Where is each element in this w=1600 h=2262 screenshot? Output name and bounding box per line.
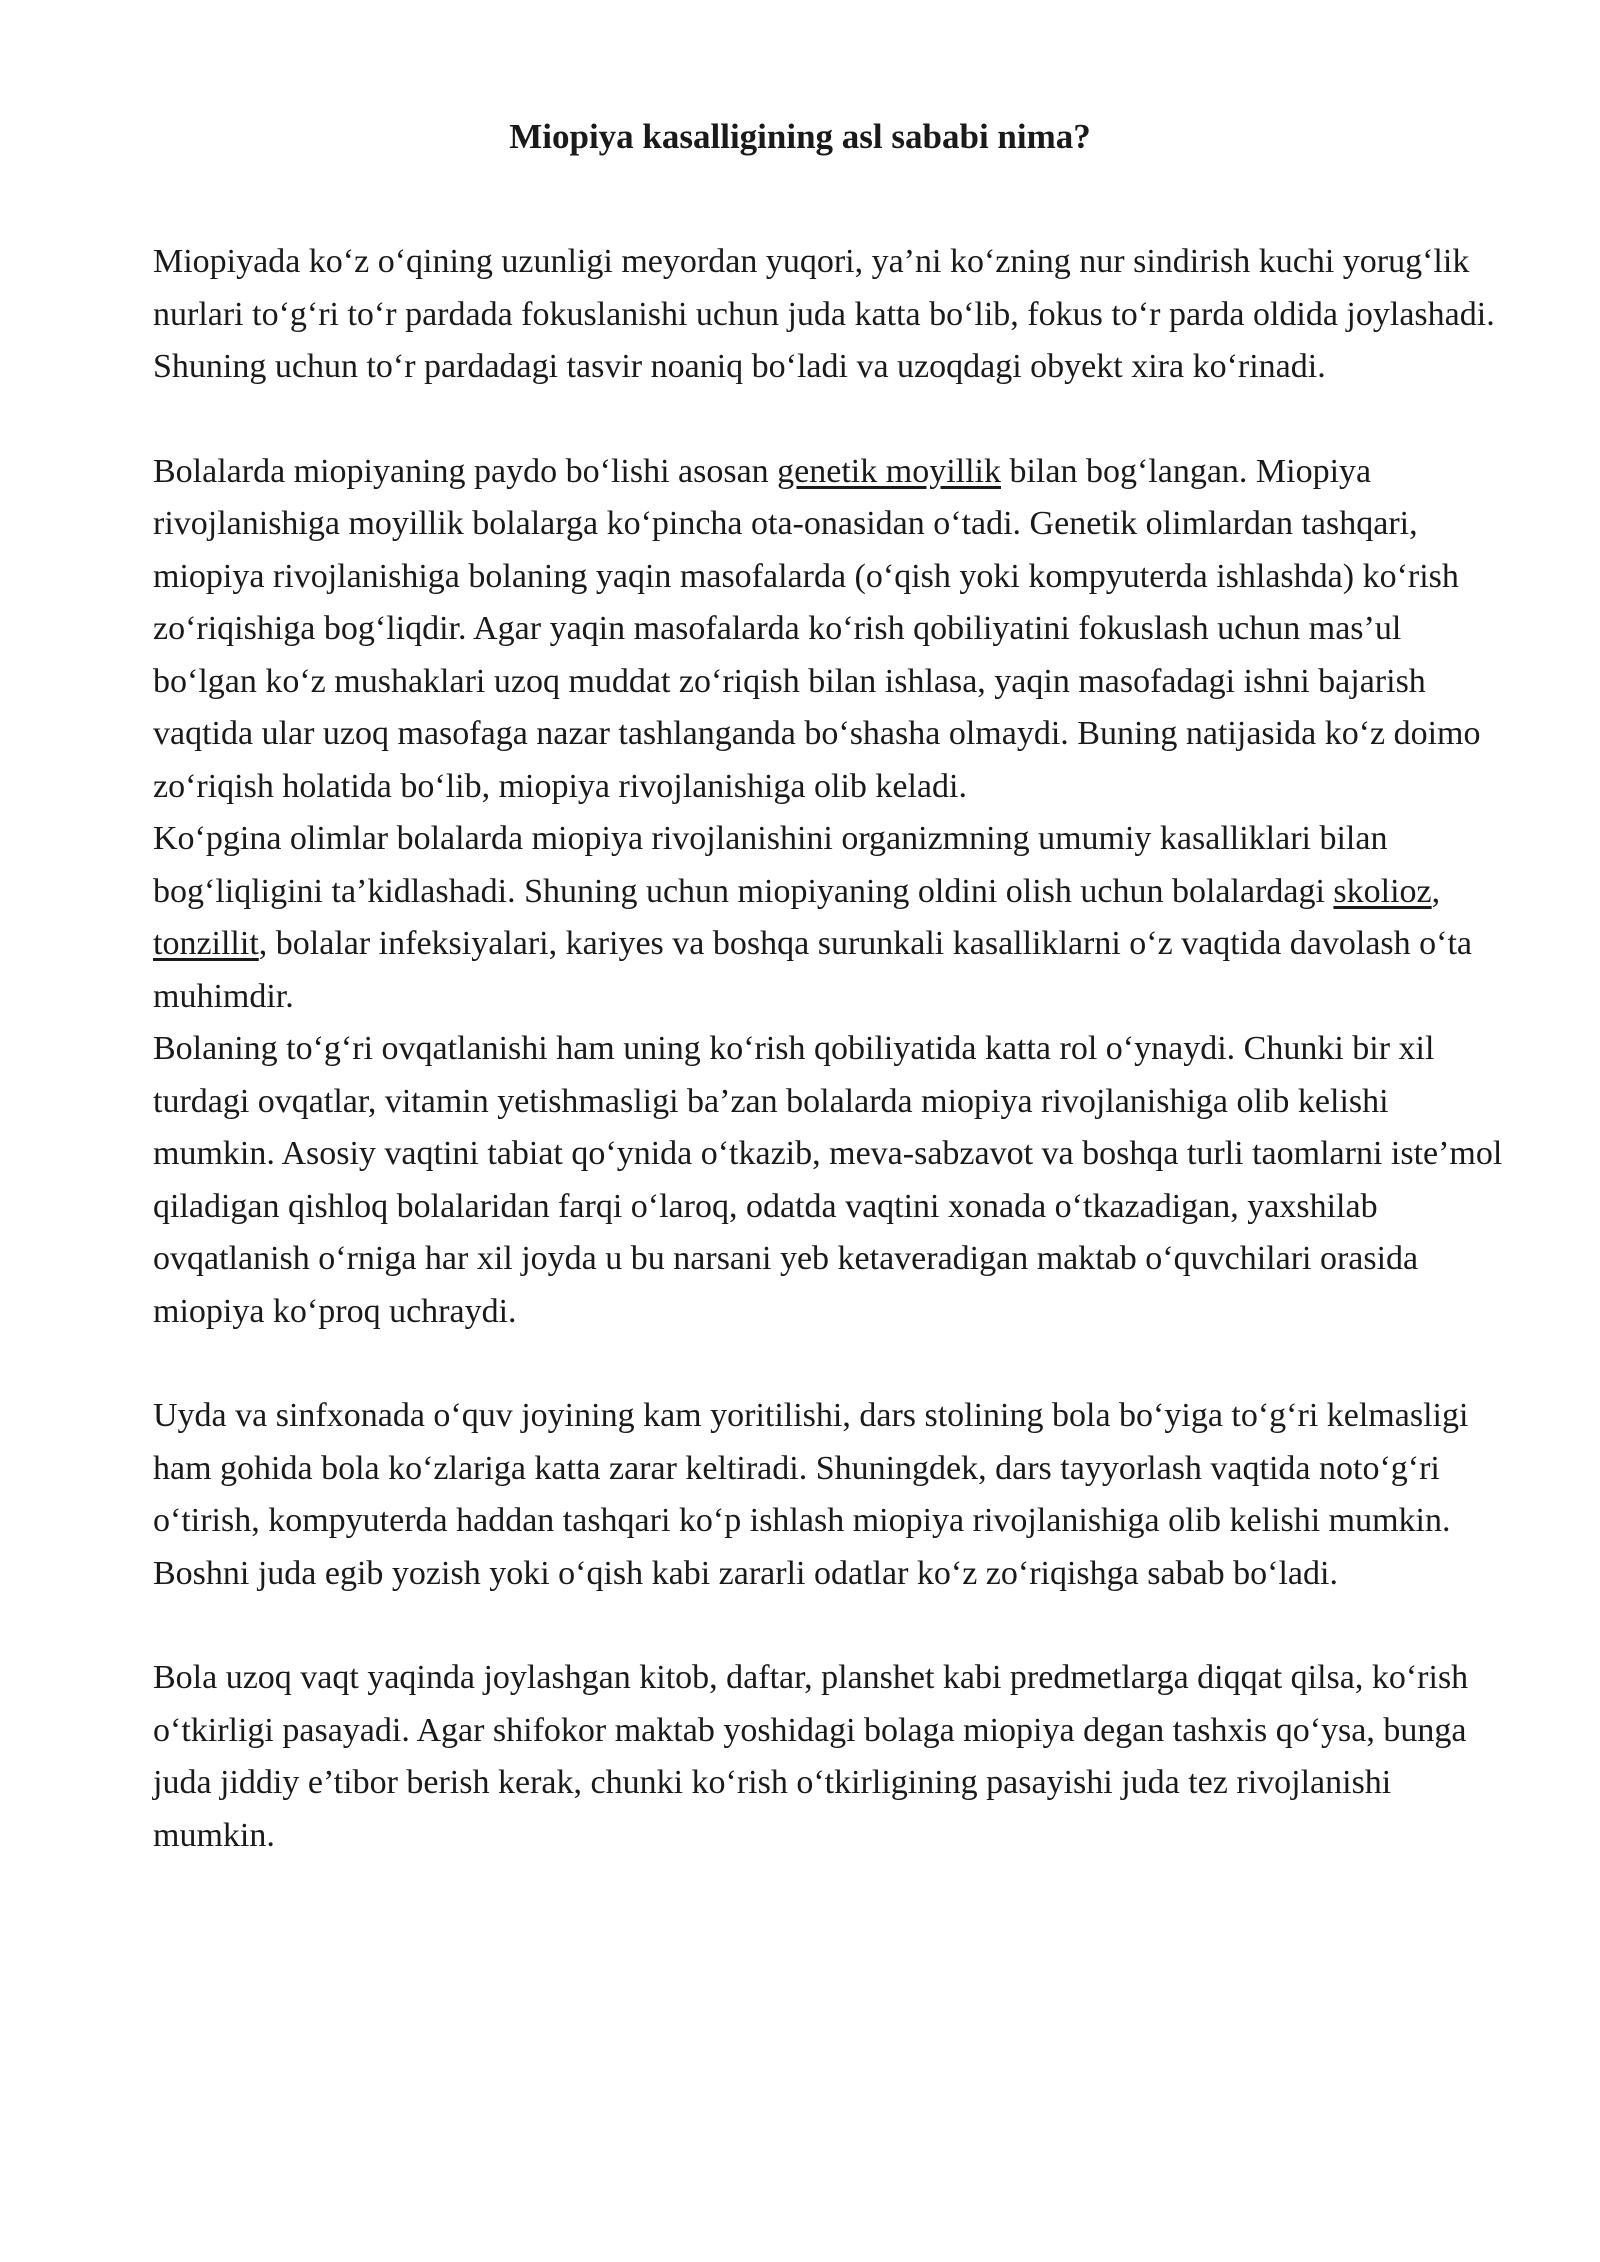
paragraph-3	[153, 813, 1513, 1023]
paragraph-2-text-end: bilan bog‘langan. Miopiya rivojlanishiga moyillik bolalarga ko‘pincha ota-onasidan o‘tadi. Genetik olimlardan tashqari, miopiya rivojlanishiga bolaning yaqin masofalarda (o‘qish yoki kompyuterda ishlashda) ko‘rish zo‘riqishiga bog‘liqdir. Agar yaqin masofalarda ko‘rish qobiliyatini fokuslash uchun mas’ul bo‘lgan ko‘z mushaklari uzoq muddat zo‘riqish bilan ishlasa, yaqin masofadagi ishni bajarish vaqtida ular uzoq masofaga nazar tashlanganda bo‘shasha olmaydi. Buning natijasida ko‘z doimo zo‘riqish holatida bo‘lib, miopiya rivojlanishiga olib keladi.	[153, 452, 1481, 805]
document-body	[153, 236, 1513, 1862]
link-tonzillit[interactable]: tonzillit	[153, 925, 259, 962]
paragraph-3-text-end: , bolalar infeksiyalari, kariyes va boshqa surunkali kasalliklarni o‘z vaqtida davolash o‘ta muhimdir.	[153, 925, 1473, 1015]
paragraph-6: Bola uzoq vaqt yaqinda joylashgan kitob, daftar, planshet kabi predmetlarga diqqat qilsa, ko‘rish o‘tkirligi pasayadi. Agar shifokor maktab yoshidagi bolaga miopiya degan tashxis qo‘ysa, bunga juda jiddiy e’tibor berish kerak, chunki ko‘rish o‘tkirligining pasayishi juda tez rivojlanishi mumkin.	[153, 1659, 1469, 1854]
paragraph-4: Bolaning to‘g‘ri ovqatlanishi ham uning ko‘rish qobiliyatida katta rol o‘ynaydi. Chunki bir xil turdagi ovqatlar, vitamin yetishmasligi ba’zan bolalarda miopiya rivojlanishiga olib kelishi mumkin. Asosiy vaqtini tabiat qo‘ynida o‘tkazib, meva-sabzavot va boshqa turli taomlarni iste’mol qiladigan qishloq bolalaridan farqi o‘laroq, odatda vaqtini xonada o‘tkazadigan, yaxshilab ovqatlanish o‘rniga har xil joyda u bu narsani yeb ketaveradigan maktab o‘quvchilari orasida miopiya ko‘proq uchraydi.	[153, 1030, 1503, 1330]
link-genetik-moyillik[interactable]: genetik moyillik	[777, 452, 1001, 490]
document-title: Miopiya kasalligining asl sababi nima?	[509, 117, 1091, 156]
paragraph-2-text-start: Bolalarda miopiyaning paydo bo‘lishi asosan	[153, 452, 778, 490]
paragraph-1: Miopiyada ko‘z o‘qining uzunligi meyordan yuqori, ya’ni ko‘zning nur sindirish kuchi yorug‘lik nurlari to‘g‘ri to‘r pardada fokuslanishi uchun juda katta bo‘lib, fokus to‘r parda oldida joylashadi. Shuning uchun to‘r pardadagi tasvir noaniq bo‘ladi va uzoqdagi obyekt xira ko‘rinadi.	[153, 243, 1495, 385]
paragraph-3-separator: ,	[1431, 872, 1441, 910]
paragraph-3-text-start: Ko‘pgina olimlar bolalarda miopiya rivojlanishini organizmning umumiy kasalliklari bilan bog‘liqligini ta’kidlashadi. Shuning uchun miopiyaning oldini olish uchun bolalardagi	[153, 820, 1388, 910]
paragraph-2	[153, 446, 1513, 814]
paragraph-5: Uyda va sinfxonada o‘quv joyining kam yoritilishi, dars stolining bola bo‘yiga to‘g‘ri kelmasligi ham gohida bola ko‘zlariga katta zarar keltiradi. Shuningdek, dars tayyorlash vaqtida noto‘g‘ri o‘tirish, kompyuterda haddan tashqari ko‘p ishlash miopiya rivojlanishiga olib kelishi mumkin. Boshni juda egib yozish yoki o‘qish kabi zararli odatlar ko‘z zo‘riqishga sabab bo‘ladi.	[153, 1397, 1469, 1592]
link-skolioz[interactable]: skolioz	[1333, 872, 1432, 910]
